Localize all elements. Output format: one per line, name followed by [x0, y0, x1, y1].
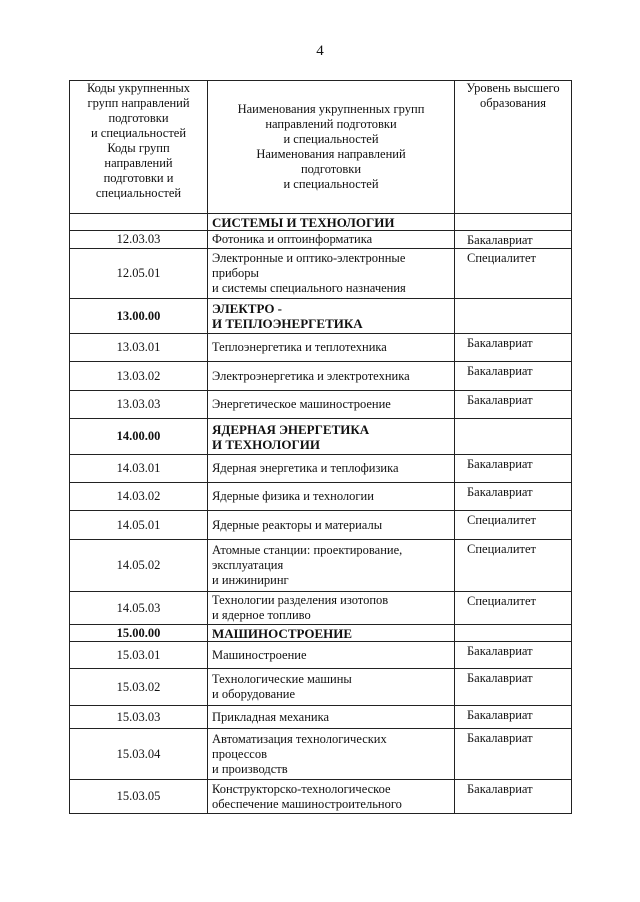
row-name: Электронные и оптико-электронные приборы и системы специального назначения — [208, 249, 455, 299]
row-code: 14.05.02 — [70, 540, 208, 592]
header-codes: Коды укрупненных групп направлений подготовки и специальностей Коды групп направлений подготовки и специальностей — [70, 81, 208, 214]
row-code: 15.00.00 — [70, 625, 208, 642]
table-row — [70, 391, 572, 419]
row-name: ЭЛЕКТРО - И ТЕПЛОЭНЕРГЕТИКА — [208, 299, 455, 334]
row-name: Технологии разделения изотопов и ядерное топливо — [208, 592, 455, 625]
header-names: Наименования укрупненных групп направлений подготовки и специальностей Наименования направлений подготовки и специальностей — [208, 81, 455, 214]
row-level: Бакалавриат — [455, 231, 572, 249]
row-name: Фотоника и оптоинформатика — [208, 231, 455, 249]
row-name: Энергетическое машиностроение — [208, 391, 455, 419]
row-code: 15.03.05 — [70, 780, 208, 814]
row-code: 13.03.01 — [70, 334, 208, 362]
row-level: Специалитет — [455, 540, 572, 592]
row-level — [455, 214, 572, 231]
page-number: 4 — [316, 43, 324, 59]
specialties-table — [69, 80, 572, 814]
table-row — [70, 362, 572, 391]
row-name: Конструкторско-технологическое обеспечение машиностроительного — [208, 780, 455, 814]
row-level — [455, 625, 572, 642]
group-row — [70, 419, 572, 455]
table-row — [70, 669, 572, 706]
table-row — [70, 249, 572, 299]
row-name: Ядерные физика и технологии — [208, 483, 455, 511]
row-code: 15.03.03 — [70, 706, 208, 729]
row-code: 12.03.03 — [70, 231, 208, 249]
row-level: Бакалавриат — [455, 706, 572, 729]
row-name: Прикладная механика — [208, 706, 455, 729]
group-row — [70, 214, 572, 231]
row-name: ЯДЕРНАЯ ЭНЕРГЕТИКА И ТЕХНОЛОГИИ — [208, 419, 455, 455]
row-name: Атомные станции: проектирование, эксплуатация и инжиниринг — [208, 540, 455, 592]
row-code: 14.03.01 — [70, 455, 208, 483]
row-name: Электроэнергетика и электротехника — [208, 362, 455, 391]
row-level: Бакалавриат — [455, 483, 572, 511]
row-name: Теплоэнергетика и теплотехника — [208, 334, 455, 362]
row-code: 14.05.01 — [70, 511, 208, 540]
row-name: Ядерная энергетика и теплофизика — [208, 455, 455, 483]
table-row — [70, 642, 572, 669]
row-name: МАШИНОСТРОЕНИЕ — [208, 625, 455, 642]
row-level: Специалитет — [455, 592, 572, 625]
table-row — [70, 455, 572, 483]
row-name: Автоматизация технологических процессов и производств — [208, 729, 455, 780]
row-code: 14.00.00 — [70, 419, 208, 455]
row-code: 13.00.00 — [70, 299, 208, 334]
row-code: 15.03.02 — [70, 669, 208, 706]
group-row — [70, 625, 572, 642]
table-row — [70, 706, 572, 729]
row-level — [455, 419, 572, 455]
table-row — [70, 511, 572, 540]
row-code: 13.03.02 — [70, 362, 208, 391]
row-code: 14.05.03 — [70, 592, 208, 625]
group-row — [70, 299, 572, 334]
row-level: Бакалавриат — [455, 334, 572, 362]
row-code: 13.03.03 — [70, 391, 208, 419]
row-level: Бакалавриат — [455, 642, 572, 669]
table-row — [70, 483, 572, 511]
row-level: Бакалавриат — [455, 669, 572, 706]
row-code: 15.03.01 — [70, 642, 208, 669]
row-name: Ядерные реакторы и материалы — [208, 511, 455, 540]
table-row — [70, 729, 572, 780]
table-row — [70, 231, 572, 249]
table-row — [70, 334, 572, 362]
row-level: Бакалавриат — [455, 729, 572, 780]
row-level: Бакалавриат — [455, 391, 572, 419]
row-level: Бакалавриат — [455, 455, 572, 483]
header-level: Уровень высшего образования — [455, 81, 572, 214]
table-row — [70, 780, 572, 814]
row-level: Специалитет — [455, 249, 572, 299]
row-name: СИСТЕМЫ И ТЕХНОЛОГИИ — [208, 214, 455, 231]
row-code — [70, 214, 208, 231]
row-name: Технологические машины и оборудование — [208, 669, 455, 706]
table-row — [70, 540, 572, 592]
table-header-row — [70, 81, 572, 214]
row-name: Машиностроение — [208, 642, 455, 669]
table-row — [70, 592, 572, 625]
row-code: 14.03.02 — [70, 483, 208, 511]
row-code: 12.05.01 — [70, 249, 208, 299]
row-code: 15.03.04 — [70, 729, 208, 780]
row-level — [455, 299, 572, 334]
row-level: Бакалавриат — [455, 362, 572, 391]
row-level: Специалитет — [455, 511, 572, 540]
row-level: Бакалавриат — [455, 780, 572, 814]
